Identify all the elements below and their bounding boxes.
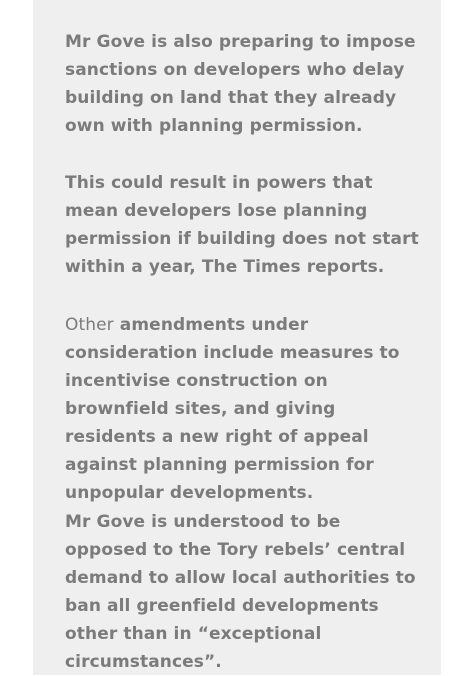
paragraph-amendments-text: amendments under consideration include measures to incentivise construction on brownfield sites, and giving residents a new right of appeal against planning permission for unpopular developments. — [65, 315, 400, 503]
article-panel — [33, 0, 441, 675]
paragraph-amendments — [65, 311, 427, 507]
paragraph-opposition: Mr Gove is understood to be opposed to the Tory rebels’ central demand to allow local authorities to ban all greenfield developments other than in “exceptional circumstances”. — [65, 512, 416, 672]
paragraph-powers: This could result in powers that mean developers lose planning permission if building does not start within a year, The Times reports. — [65, 173, 419, 277]
paragraph-sanctions: Mr Gove is also preparing to impose sanctions on developers who delay building on land that they already own with planning permission. — [65, 32, 416, 136]
paragraph-lead-word: Other — [65, 315, 114, 335]
